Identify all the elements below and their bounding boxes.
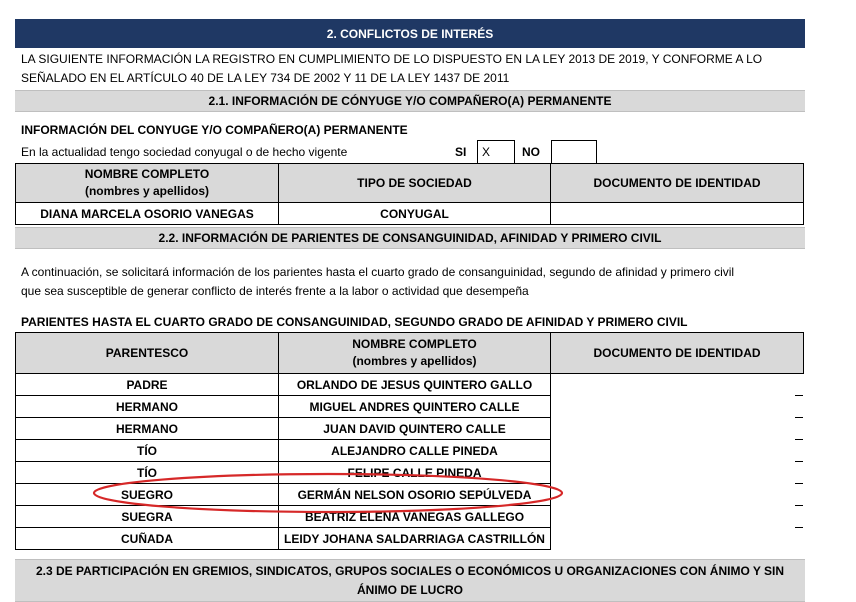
table-edge-rule <box>795 439 803 440</box>
table-row <box>16 418 804 440</box>
relationship-cell: TÍO <box>16 462 279 484</box>
no-label: NO <box>522 145 540 159</box>
table-edge-rule <box>795 417 803 418</box>
header-full-name <box>16 164 279 203</box>
section-2-3-title-line-1: 2.3 DE PARTICIPACIÓN EN GREMIOS, SINDICATOS, GRUPOS SOCIALES O ECONÓMICOS U ORGANIZACIONES CON ÁNIMO Y SIN <box>35 563 785 578</box>
id-document-cell[interactable] <box>551 440 804 462</box>
red-highlight-ellipse <box>90 470 570 516</box>
intro-line-2: SEÑALADO EN EL ARTÍCULO 40 DE LA LEY 734 DE 2002 Y 11 DE LA LEY 1437 DE 2011 <box>21 71 510 85</box>
relatives-table <box>15 332 804 550</box>
relatives-paragraph <box>21 263 805 301</box>
spouse-table-header <box>16 164 804 203</box>
header-full-name-line1: NOMBRE COMPLETO <box>352 337 477 351</box>
relatives-paragraph-line-2: que sea susceptible de generar conflicto de interés frente a la labor o actividad que desempeña <box>21 284 529 298</box>
header-full-name-line1: NOMBRE COMPLETO <box>84 167 210 181</box>
relationship-cell: PADRE <box>16 374 279 396</box>
section-2-3-title <box>15 559 805 602</box>
relative-name-cell: GERMÁN NELSON OSORIO SEPÚLVEDA <box>279 484 551 506</box>
id-document-cell[interactable] <box>551 396 804 418</box>
relative-name-cell: BEATRIZ ELENA VANEGAS GALLEGO <box>279 506 551 528</box>
relatives-paragraph-line-1: A continuación, se solicitará información de los parientes hasta el cuarto grado de consanguinidad, segundo de afinidad y primero civil <box>21 265 735 279</box>
id-document-cell[interactable] <box>551 418 804 440</box>
si-checkbox[interactable]: X <box>477 140 515 164</box>
intro-line-1: LA SIGUIENTE INFORMACIÓN LA REGISTRO EN CUMPLIMIENTO DE LO DISPUESTO EN LA LEY 2013 DE 2019, Y CONFORME A LO <box>21 52 763 66</box>
table-edge-rule <box>795 395 803 396</box>
table-edge-rule <box>795 527 803 528</box>
spouse-name: DIANA MARCELA OSORIO VANEGAS <box>16 203 279 225</box>
id-document-cell[interactable] <box>551 484 804 506</box>
table-row <box>16 374 804 396</box>
relationship-cell: SUEGRA <box>16 506 279 528</box>
table-edge-rule <box>795 461 803 462</box>
table-row <box>16 440 804 462</box>
table-row <box>16 203 804 225</box>
id-document-cell[interactable] <box>551 374 804 396</box>
section-2-intro <box>21 50 805 88</box>
relationship-cell: SUEGRO <box>16 484 279 506</box>
relative-name-cell: LEIDY JOHANA SALDARRIAGA CASTRILLÓN <box>279 528 551 550</box>
spouse-question: En la actualidad tengo sociedad conyugal o de hecho vigente <box>21 145 348 159</box>
relative-name-cell: MIGUEL ANDRES QUINTERO CALLE <box>279 396 551 418</box>
table-edge-rule <box>795 505 803 506</box>
relatives-rows <box>16 374 804 550</box>
relative-name-cell: FELIPE CALLE PINEDA <box>279 462 551 484</box>
spouse-table <box>15 163 804 225</box>
header-full-name-line2: (nombres y apellidos) <box>84 184 210 198</box>
header-society-type: TIPO DE SOCIEDAD <box>279 164 551 203</box>
id-document-cell[interactable] <box>551 462 804 484</box>
relative-name-cell: ALEJANDRO CALLE PINEDA <box>279 440 551 462</box>
relationship-cell: CUÑADA <box>16 528 279 550</box>
relative-name-cell: ORLANDO DE JESUS QUINTERO GALLO <box>279 374 551 396</box>
header-full-name <box>279 333 551 374</box>
section-2-1-title: 2.1. INFORMACIÓN DE CÓNYUGE Y/O COMPAÑERO(A) PERMANENTE <box>15 90 805 112</box>
no-checkbox[interactable] <box>551 140 597 164</box>
header-full-name-line2: (nombres y apellidos) <box>352 354 477 368</box>
header-id-document: DOCUMENTO DE IDENTIDAD <box>551 333 804 374</box>
section-2-title: 2. CONFLICTOS DE INTERÉS <box>15 19 805 48</box>
table-row <box>16 528 804 550</box>
relationship-cell: TÍO <box>16 440 279 462</box>
table-row <box>16 396 804 418</box>
relatives-heading: PARIENTES HASTA EL CUARTO GRADO DE CONSANGUINIDAD, SEGUNDO GRADO DE AFINIDAD Y PRIMERO CIVIL <box>21 315 688 329</box>
relative-name-cell: JUAN DAVID QUINTERO CALLE <box>279 418 551 440</box>
spouse-society-type: CONYUGAL <box>279 203 551 225</box>
id-document-cell[interactable] <box>551 506 804 528</box>
section-2-2-title: 2.2. INFORMACIÓN DE PARIENTES DE CONSANGUINIDAD, AFINIDAD Y PRIMERO CIVIL <box>15 227 805 249</box>
relationship-cell: HERMANO <box>16 396 279 418</box>
si-label: SI <box>455 145 467 159</box>
header-relationship: PARENTESCO <box>16 333 279 374</box>
header-id-document: DOCUMENTO DE IDENTIDAD <box>551 164 804 203</box>
relatives-table-header <box>16 333 804 374</box>
spouse-heading: INFORMACIÓN DEL CONYUGE Y/O COMPAÑERO(A) PERMANENTE <box>21 123 408 137</box>
table-edge-rule <box>795 483 803 484</box>
relationship-cell: HERMANO <box>16 418 279 440</box>
spouse-id-document[interactable] <box>551 203 804 225</box>
section-2-3-title-line-2: ÁNIMO DE LUCRO <box>357 582 463 597</box>
id-document-cell[interactable] <box>551 528 804 550</box>
